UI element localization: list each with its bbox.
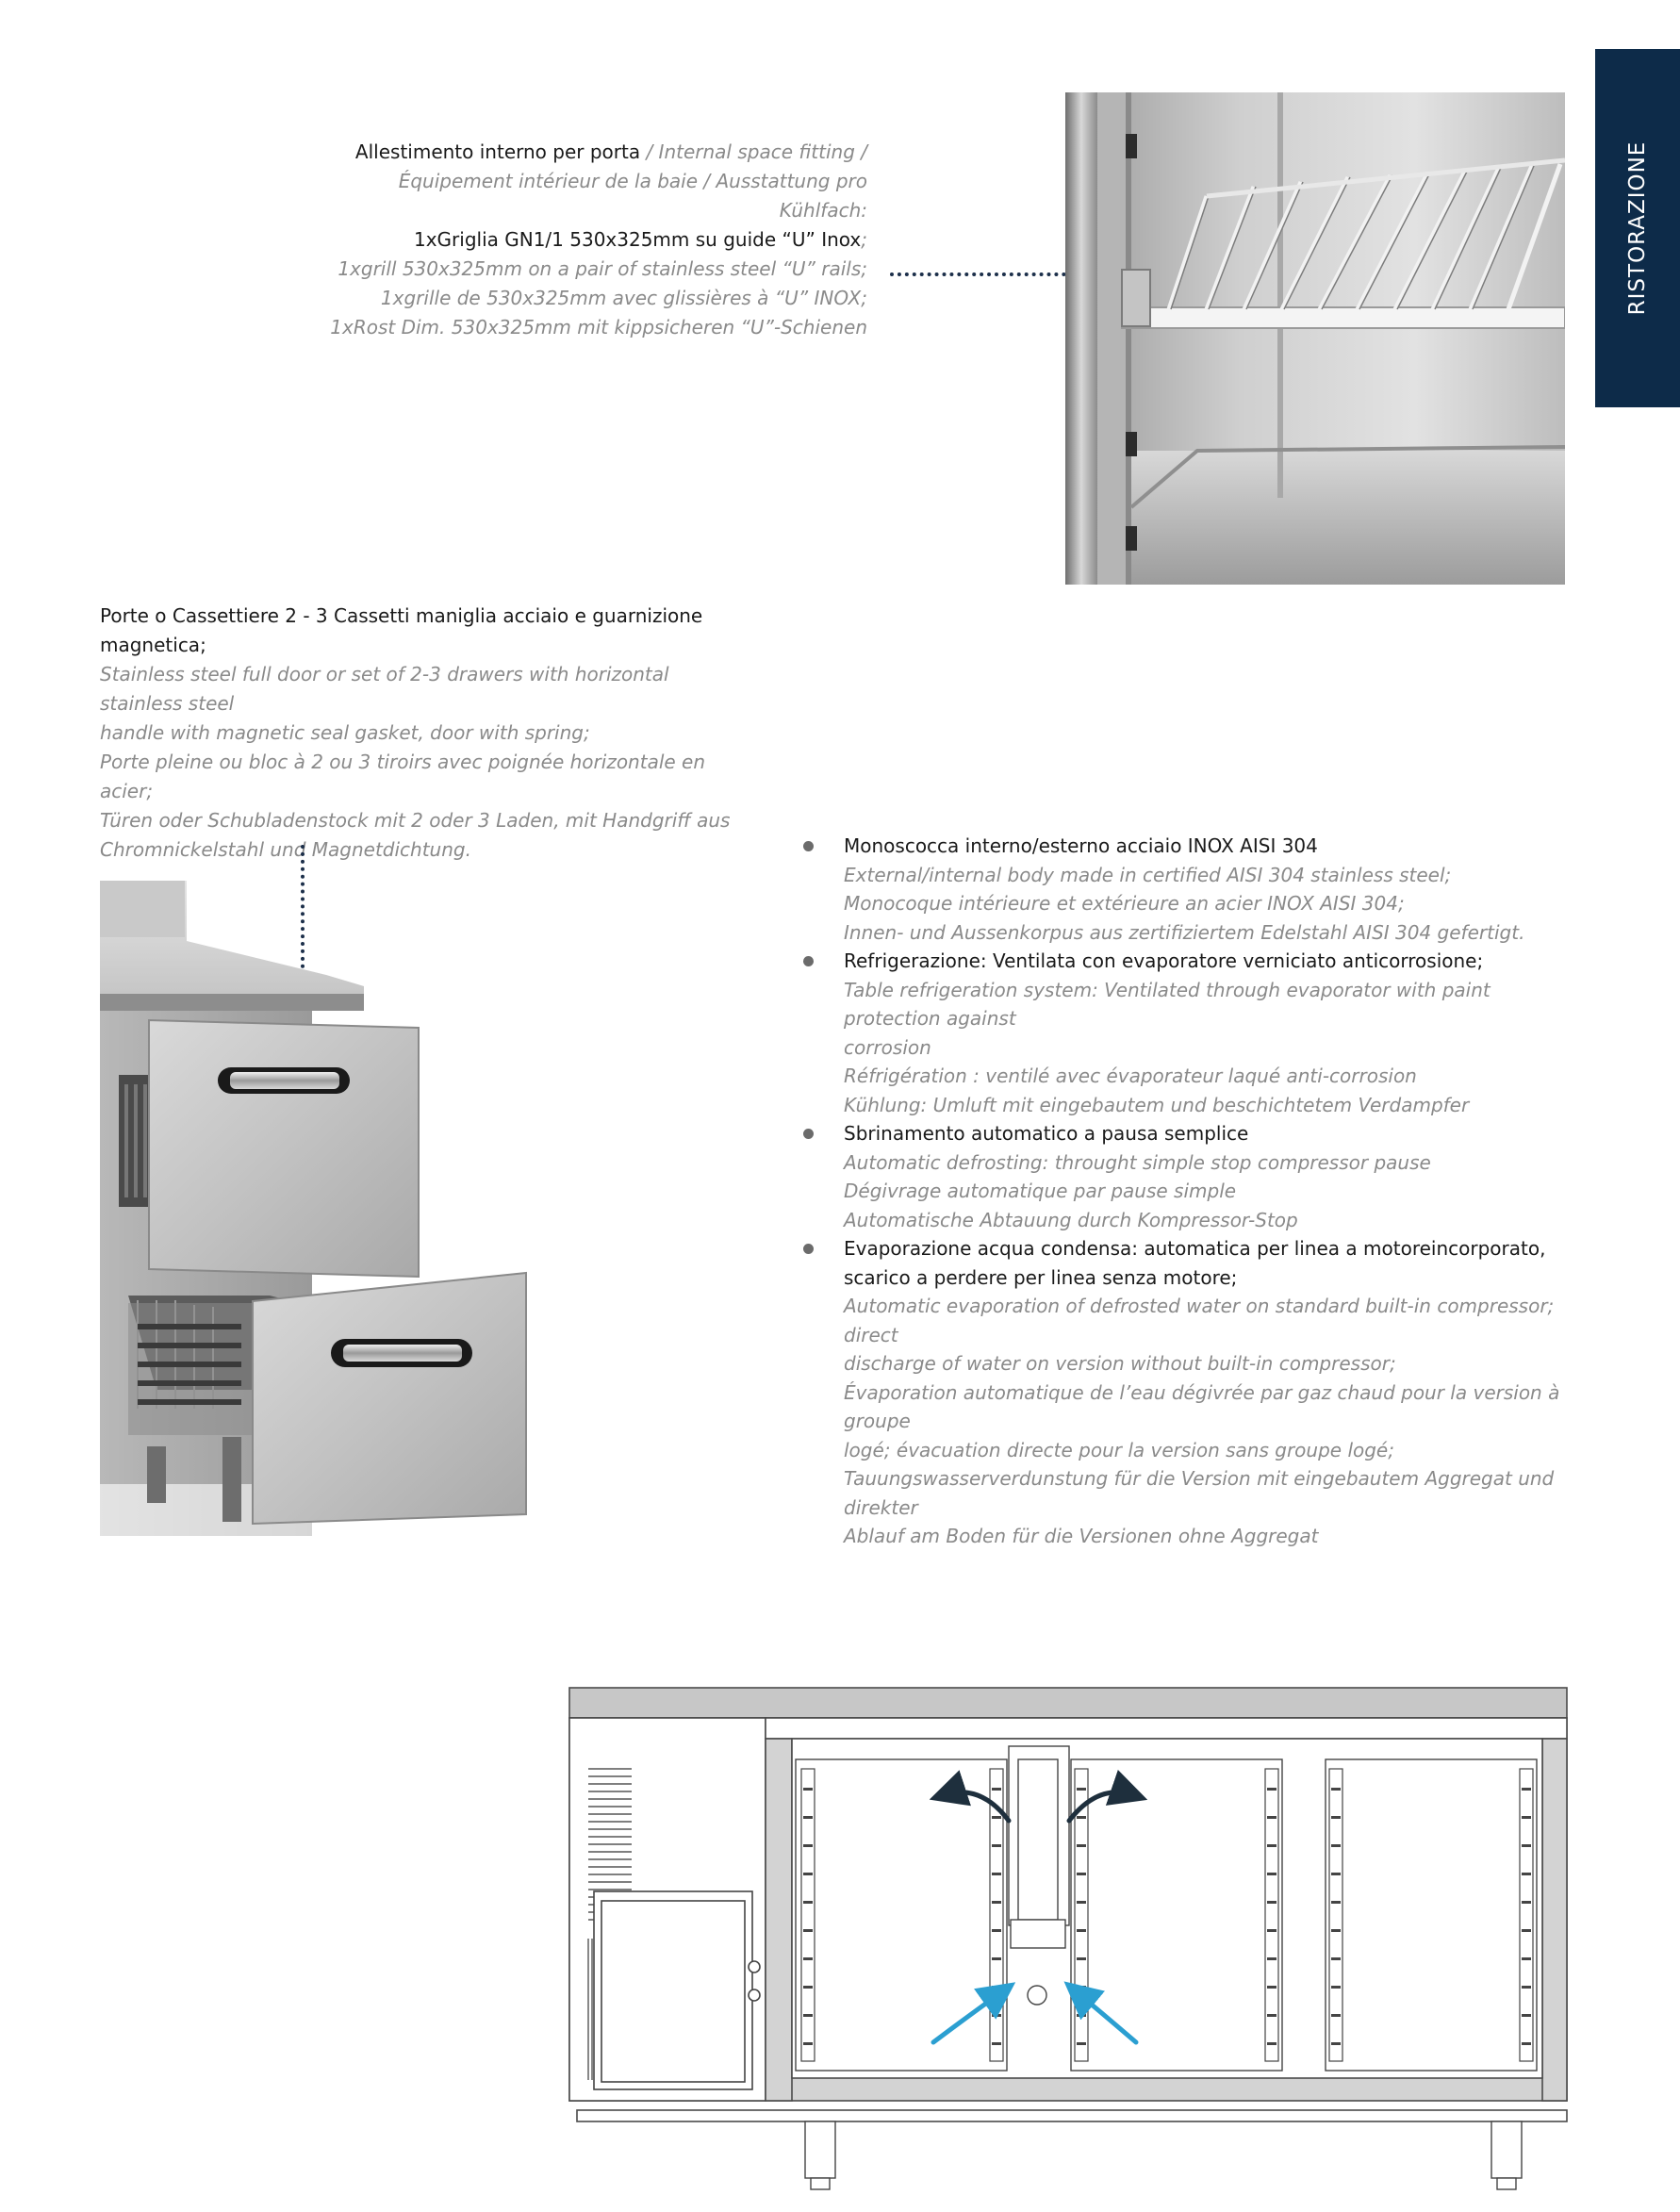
fitting-line-5: 1xgrille de 530x325mm avec glissières à “U” INOX; (380, 287, 867, 309)
feature-item (803, 1234, 1576, 1551)
feature-line: External/internal body made in certified AISI 304 stainless steel; (844, 863, 1452, 886)
feature-item (803, 1119, 1576, 1234)
doors-line-3: Porte pleine ou bloc à 2 ou 3 tiroirs avec poignée horizontale en acier; (100, 751, 706, 802)
feature-line: Automatische Abtauung durch Kompressor-Stop (844, 1208, 1298, 1231)
doors-line-1: Stainless steel full door or set of 2-3 drawers with horizontal stainless steel (100, 663, 669, 715)
fitting-line-3-tail: ; (861, 228, 867, 251)
feature-line: logé; évacuation directe pour la version sans groupe logé; (844, 1438, 1394, 1461)
doors-line-2: handle with magnetic seal gasket, door with spring; (100, 721, 590, 744)
internal-fitting-text (311, 138, 867, 342)
feature-line: Innen- und Aussenkorpus aus zertifiziertem Edelstahl AISI 304 gefertigt. (844, 920, 1525, 944)
feature-list (803, 832, 1576, 1551)
feature-title: Monoscocca interno/esterno acciaio INOX AISI 304 (844, 834, 1318, 857)
bullet-icon (803, 841, 814, 851)
feature-line: discharge of water on version without built-in compressor; (844, 1352, 1396, 1375)
feature-line: corrosion (844, 1035, 931, 1059)
fitting-line-3: 1xGriglia GN1/1 530x325mm su guide “U” Inox (413, 228, 862, 251)
fitting-line-4: 1xgrill 530x325mm on a pair of stainless steel “U” rails; (338, 257, 867, 280)
section-tab (1595, 49, 1680, 407)
feature-line: Ablauf am Boden für die Versionen ohne Aggregat (844, 1525, 1319, 1547)
drawer-unit-photo (100, 881, 543, 1536)
feature-title: Sbrinamento automatico a pausa semplice (844, 1122, 1249, 1145)
doors-drawers-text (100, 602, 741, 865)
feature-line: Tauungswasserverdunstung für die Version mit eingebautem Aggregat und direkter (844, 1467, 1555, 1519)
feature-line: Évaporation automatique de l’eau dégivrée par gaz chaud pour la version à groupe (844, 1380, 1560, 1432)
feature-title: Refrigerazione: Ventilata con evaporatore verniciato anticorrosione; (844, 949, 1484, 972)
doors-line-5: Chromnickelstahl und Magnetdichtung. (100, 838, 471, 861)
bullet-icon (803, 956, 814, 966)
fitting-line-6: 1xRost Dim. 530x325mm mit kippsicheren “U”-Schienen (330, 316, 867, 338)
doors-title: Porte o Cassettiere 2 - 3 Cassetti maniglia acciaio e guarnizione magnetica; (100, 604, 703, 656)
section-tab-label: RISTORAZIONE (1625, 140, 1650, 316)
airflow-diagram (566, 1684, 1574, 2193)
doors-line-4: Türen oder Schubladenstock mit 2 oder 3 Laden, mit Handgriff aus (100, 809, 731, 832)
feature-line: Automatic defrosting: throught simple stop compressor pause (844, 1150, 1431, 1174)
fitting-lead: Allestimento interno per porta (354, 140, 641, 163)
feature-line: Réfrigération : ventilé avec évaporateur laqué anti-corrosion (844, 1065, 1417, 1087)
feature-item (803, 832, 1576, 947)
interior-shelf-photo (1065, 92, 1565, 585)
feature-line: Table refrigeration system: Ventilated through evaporator with paint protection against (844, 978, 1491, 1030)
feature-line: Automatic evaporation of defrosted water on standard built-in compressor; direct (844, 1295, 1555, 1346)
bullet-icon (803, 1244, 814, 1254)
bullet-icon (803, 1129, 814, 1139)
feature-title: Evaporazione acqua condensa: automatica per linea a motoreincorporato, scarico a perdere per linea senza motore; (844, 1237, 1546, 1289)
feature-line: Kühlung: Umluft mit eingebautem und beschichtetem Verdampfer (844, 1093, 1470, 1116)
feature-item (803, 947, 1576, 1119)
feature-line: Monocoque intérieure et extérieure an acier INOX AISI 304; (844, 892, 1405, 915)
fitting-lead-translations: / Internal space fitting / (646, 140, 867, 163)
feature-line: Dégivrage automatique par pause simple (844, 1180, 1237, 1202)
fitting-line-2: Équipement intérieur de la baie / Ausstattung pro Kühlfach: (398, 170, 867, 222)
